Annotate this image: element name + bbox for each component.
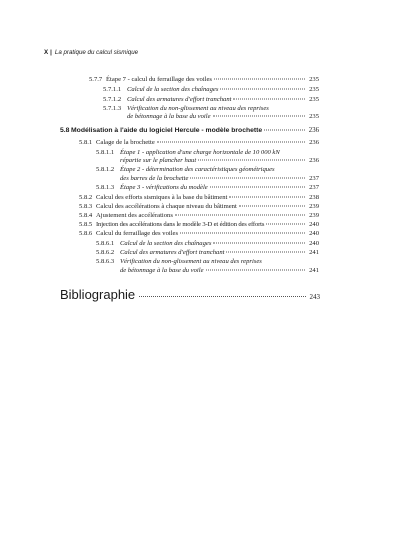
toc-entry-page: 235 <box>309 96 319 103</box>
toc-leader <box>210 187 305 188</box>
toc-entry-page: 239 <box>309 212 319 219</box>
toc-entry-number: 5.8.1.1 <box>96 149 115 156</box>
toc-leader <box>220 89 305 90</box>
toc-entry-title: de bétonnage à la base du voile <box>120 267 204 274</box>
toc-leader <box>229 197 305 198</box>
toc-entry-title: Vérification du non-glissement au niveau des reprises <box>127 105 269 112</box>
toc-entry-number: 5.8.6.2 <box>96 249 115 256</box>
toc-entry-number: 5.8.1.3 <box>96 184 115 191</box>
toc-leader <box>264 130 305 131</box>
toc-leader <box>206 270 305 271</box>
toc-leader <box>198 160 305 161</box>
toc-entry-number: 5.7.7 <box>89 76 103 83</box>
toc-entry-number: 5.8 <box>60 127 70 134</box>
toc-entry-title: Calcul de la section des chaînages <box>120 240 212 247</box>
toc-entry-title: Calcul des efforts sismiques à la base du bâtiment <box>96 194 228 201</box>
toc-entry-number: 5.8.2 <box>79 194 93 201</box>
toc-entry-page: 240 <box>309 221 319 228</box>
toc-entry-continued[interactable] <box>96 157 319 164</box>
toc-leader <box>190 178 305 179</box>
toc-leader <box>233 99 305 100</box>
toc-entry-page: 240 <box>309 240 319 247</box>
toc-entry[interactable] <box>89 76 319 83</box>
toc-entry-title: de bétonnage à la base du voile <box>127 113 211 120</box>
toc-entry[interactable] <box>96 258 319 265</box>
toc-entry-title: Modélisation à l'aide du logiciel Hercule - modèle brochette <box>71 127 263 134</box>
toc-leader <box>213 116 305 117</box>
toc-leader <box>266 224 305 225</box>
toc-entry-continued[interactable] <box>96 175 319 182</box>
toc-entry-number: 5.8.1.2 <box>96 166 115 173</box>
bibliography-title: Bibliographie <box>60 287 136 302</box>
toc-entry-number: 5.8.6.1 <box>96 240 115 247</box>
toc-entry-continued[interactable] <box>103 113 319 120</box>
toc-entry-number: 5.8.3 <box>79 203 93 210</box>
toc-entry[interactable] <box>96 240 319 247</box>
toc-entry-page: 241 <box>309 267 319 274</box>
toc-entry-number: 5.7.1.1 <box>103 86 122 93</box>
toc-entry[interactable] <box>103 105 319 112</box>
toc-entry[interactable] <box>103 86 319 93</box>
toc-entry-number: 5.8.1 <box>79 139 93 146</box>
toc-leader <box>226 252 305 253</box>
toc-entry-title: Vérification du non-glissement au niveau des reprises <box>120 258 262 265</box>
toc-entry-page: 235 <box>309 113 319 120</box>
toc-entry-page: 235 <box>309 76 319 83</box>
toc-entry[interactable] <box>96 184 319 191</box>
toc-entry-page: 236 <box>309 139 319 146</box>
toc-entry-number: 5.7.1.3 <box>103 105 122 112</box>
toc-entry[interactable] <box>79 194 319 201</box>
bibliography-page: 243 <box>309 293 320 301</box>
toc-leader <box>139 296 305 297</box>
toc-entry[interactable] <box>79 230 319 237</box>
toc-entry-page: 237 <box>309 184 319 191</box>
toc-entry-title: Injection des accélérations dans le modèle 3-D et édition des efforts <box>96 221 265 228</box>
toc-entry-title: Calcul des accélérations à chaque niveau du bâtiment <box>96 203 237 210</box>
toc-entry-number: 5.8.6 <box>79 230 93 237</box>
toc-entry[interactable] <box>96 166 319 173</box>
toc-bibliography-entry[interactable] <box>60 287 320 302</box>
toc-entry[interactable] <box>79 139 319 146</box>
toc-entry-title: Étape 3 - vérifications du modèle <box>120 184 208 191</box>
toc-entry-number: 5.7.1.2 <box>103 96 122 103</box>
toc-entry[interactable] <box>96 249 319 256</box>
header-title: La pratique du calcul sismique <box>54 49 139 56</box>
toc-entry-title: Ajustement des accélérations <box>96 212 173 219</box>
toc-entry[interactable] <box>96 149 319 156</box>
toc-entry[interactable] <box>79 212 319 219</box>
toc-entry-title: Calcul des armatures d'effort tranchant <box>120 249 225 256</box>
toc-entry[interactable] <box>79 203 319 210</box>
toc-entry-title: Étape 7 - calcul du ferraillage des voiles <box>106 76 213 83</box>
running-header <box>44 49 138 56</box>
toc-entry-page: 241 <box>309 249 319 256</box>
toc-entry-page: 236 <box>308 127 319 134</box>
toc-entry[interactable] <box>103 96 319 103</box>
toc-entry-page: 238 <box>309 194 319 201</box>
toc-entry-page: 239 <box>309 203 319 210</box>
toc-entry-title: Étape 2 - détermination des caractéristiques géométriques <box>120 166 275 173</box>
toc-leader <box>175 215 305 216</box>
toc-leader <box>213 243 305 244</box>
toc-entry-page: 240 <box>309 230 319 237</box>
toc-section-entry[interactable] <box>60 127 319 134</box>
toc-entry-title: des barres de la brochette <box>120 175 189 182</box>
toc-entry-page: 235 <box>309 86 319 93</box>
toc-entry-title: Calcul des armatures d'effort tranchant <box>127 96 232 103</box>
toc-entry-title: répartie sur le plancher haut <box>120 157 197 164</box>
toc-entry-page: 237 <box>309 175 319 182</box>
toc-leader <box>239 206 305 207</box>
toc-leader <box>180 233 305 234</box>
toc-entry-number: 5.8.5 <box>79 221 93 228</box>
toc-leader <box>214 79 305 80</box>
toc-entry-title: Calcul du ferraillage des voiles <box>96 230 179 237</box>
header-separator: | <box>50 49 52 56</box>
page-number: X <box>44 49 49 56</box>
toc-entry-title: Étape 1 - application d'une charge horizontale de 10 000 kN <box>120 149 280 156</box>
toc-entry-continued[interactable] <box>96 267 319 274</box>
toc-entry-title: Calage de la brochette <box>96 139 155 146</box>
toc-entry-number: 5.8.4 <box>79 212 93 219</box>
toc-entry-number: 5.8.6.3 <box>96 258 115 265</box>
toc-leader <box>157 142 305 143</box>
toc-entry-page: 236 <box>309 157 319 164</box>
toc-entry[interactable] <box>79 221 319 228</box>
toc-entry-title: Calcul de la section des chaînages <box>127 86 219 93</box>
